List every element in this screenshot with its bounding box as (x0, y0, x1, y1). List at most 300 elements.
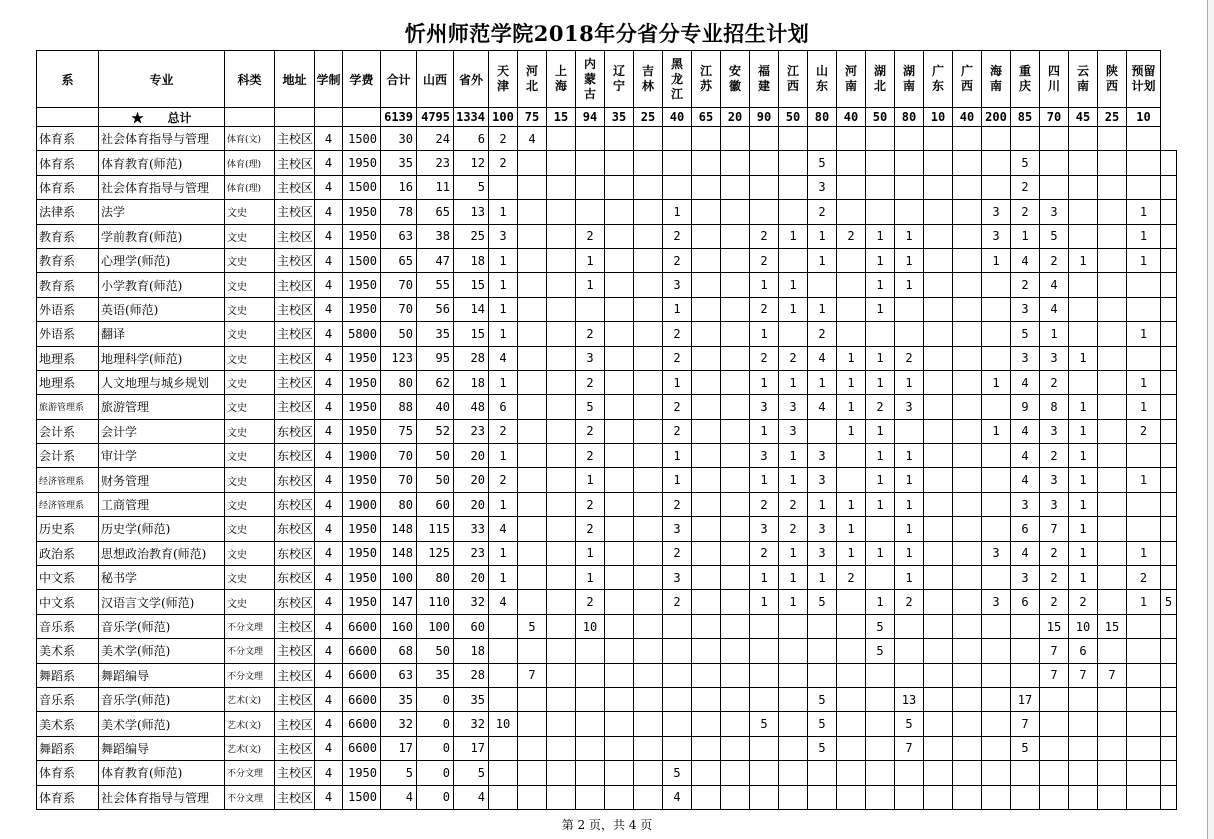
province-quota-cell: 4 (489, 590, 518, 614)
province-quota-cell (634, 639, 663, 663)
province-quota-cell: 1 (1127, 590, 1161, 614)
table-row (37, 639, 1177, 663)
table-row (37, 395, 1177, 419)
amount-cell: 100 (381, 566, 417, 590)
province-quota-cell (547, 639, 576, 663)
province-quota-cell (692, 492, 721, 516)
province-quota-cell (634, 687, 663, 711)
campus-cell: 主校区 (275, 248, 315, 272)
province-quota-cell (518, 395, 547, 419)
province-quota-cell: 1 (866, 419, 895, 443)
province-quota-cell (1040, 712, 1069, 736)
column-header: 科类 (225, 51, 275, 108)
province-quota-cell: 2 (779, 517, 808, 541)
province-quota-cell: 5 (750, 712, 779, 736)
amount-cell: 147 (381, 590, 417, 614)
province-quota-cell: 1 (1127, 200, 1161, 224)
column-header: 合计 (381, 51, 417, 108)
province-quota-cell (953, 370, 982, 394)
province-quota-cell (1161, 687, 1177, 711)
province-quota-cell: 2 (750, 224, 779, 248)
province-quota-cell (924, 444, 953, 468)
total-label: ★ 总计 (99, 108, 225, 127)
province-quota-cell (518, 370, 547, 394)
province-quota-cell (721, 639, 750, 663)
province-quota-cell (779, 200, 808, 224)
province-quota-cell (692, 370, 721, 394)
province-quota-cell (605, 127, 634, 151)
province-quota-cell (808, 419, 837, 443)
province-quota-cell (518, 297, 547, 321)
column-header: 地址 (275, 51, 315, 108)
province-quota-cell: 1 (1069, 419, 1098, 443)
province-quota-cell: 4 (1040, 297, 1069, 321)
province-quota-cell: 1 (1069, 346, 1098, 370)
province-quota-cell: 2 (1011, 175, 1040, 199)
province-quota-cell: 5 (808, 687, 837, 711)
department-cell: 舞蹈系 (37, 736, 99, 760)
amount-cell: 65 (381, 248, 417, 272)
amount-cell: 25 (454, 224, 489, 248)
province-quota-cell (518, 346, 547, 370)
total-value: 40 (953, 108, 982, 127)
amount-cell: 35 (417, 663, 454, 687)
province-quota-cell (1011, 663, 1040, 687)
province-quota-cell (866, 712, 895, 736)
campus-cell: 东校区 (275, 566, 315, 590)
table-row (37, 200, 1177, 224)
total-value: 94 (576, 108, 605, 127)
province-quota-cell (489, 687, 518, 711)
major-cell: 学前教育(师范) (99, 224, 225, 248)
province-quota-cell (924, 151, 953, 175)
major-cell: 社会体育指导与管理 (99, 785, 225, 809)
total-value: 75 (518, 108, 547, 127)
page-footer: 第 2 页，共 4 页 (561, 818, 653, 832)
province-quota-cell: 1 (866, 297, 895, 321)
province-quota-cell: 4 (1011, 444, 1040, 468)
department-cell: 历史系 (37, 517, 99, 541)
province-header: 陕 西 (1098, 51, 1127, 108)
province-quota-cell: 1 (808, 224, 837, 248)
category-cell: 不分文理 (225, 639, 275, 663)
amount-cell: 38 (417, 224, 454, 248)
province-quota-cell (982, 297, 1011, 321)
province-quota-cell (1069, 736, 1098, 760)
major-cell: 小学教育(师范) (99, 273, 225, 297)
amount-cell: 1500 (343, 785, 381, 809)
province-quota-cell (518, 444, 547, 468)
province-quota-cell: 1 (1040, 322, 1069, 346)
province-quota-cell (924, 712, 953, 736)
province-quota-cell (634, 248, 663, 272)
province-quota-cell (1161, 712, 1177, 736)
department-cell: 地理系 (37, 346, 99, 370)
province-quota-cell (721, 468, 750, 492)
province-quota-cell: 2 (1040, 590, 1069, 614)
province-quota-cell (1098, 492, 1127, 516)
table-row (37, 492, 1177, 516)
major-cell: 地理科学(师范) (99, 346, 225, 370)
province-quota-cell (576, 200, 605, 224)
table-row (37, 566, 1177, 590)
amount-cell: 123 (381, 346, 417, 370)
province-quota-cell (1098, 273, 1127, 297)
province-quota-cell (721, 370, 750, 394)
province-quota-cell (721, 566, 750, 590)
province-quota-cell: 4 (1011, 541, 1040, 565)
province-quota-cell (721, 541, 750, 565)
province-quota-cell: 2 (489, 419, 518, 443)
province-quota-cell: 2 (663, 322, 692, 346)
province-quota-cell: 2 (750, 492, 779, 516)
province-quota-cell (634, 127, 663, 151)
province-quota-cell: 3 (750, 395, 779, 419)
province-quota-cell (750, 785, 779, 809)
province-header: 天 津 (489, 51, 518, 108)
province-quota-cell (953, 590, 982, 614)
province-quota-cell (489, 663, 518, 687)
total-value: 4795 (417, 108, 454, 127)
province-quota-cell (953, 273, 982, 297)
major-cell: 汉语言文学(师范) (99, 590, 225, 614)
province-quota-cell (1040, 736, 1069, 760)
province-quota-cell (605, 761, 634, 785)
province-quota-cell (750, 736, 779, 760)
province-quota-cell (1127, 517, 1161, 541)
province-quota-cell (982, 614, 1011, 638)
province-quota-cell (721, 395, 750, 419)
province-quota-cell (953, 224, 982, 248)
province-quota-cell: 1 (837, 517, 866, 541)
province-quota-cell (518, 517, 547, 541)
amount-cell: 18 (454, 248, 489, 272)
amount-cell: 16 (381, 175, 417, 199)
header-row (37, 51, 1177, 108)
province-quota-cell (576, 297, 605, 321)
province-quota-cell (721, 712, 750, 736)
major-cell: 音乐学(师范) (99, 687, 225, 711)
department-cell: 音乐系 (37, 687, 99, 711)
province-quota-cell (866, 175, 895, 199)
duration-cell: 4 (315, 590, 343, 614)
province-quota-cell (605, 297, 634, 321)
province-quota-cell (837, 444, 866, 468)
amount-cell: 78 (381, 200, 417, 224)
province-quota-cell: 1 (576, 541, 605, 565)
province-quota-cell (721, 224, 750, 248)
province-quota-cell: 4 (1011, 248, 1040, 272)
province-quota-cell (721, 419, 750, 443)
major-cell: 英语(师范) (99, 297, 225, 321)
amount-cell: 32 (454, 712, 489, 736)
department-cell: 中文系 (37, 590, 99, 614)
province-header: 四 川 (1040, 51, 1069, 108)
province-quota-cell (982, 468, 1011, 492)
amount-cell: 1950 (343, 200, 381, 224)
province-quota-cell (982, 639, 1011, 663)
province-quota-cell: 1 (1127, 395, 1161, 419)
province-quota-cell (547, 590, 576, 614)
category-cell: 文史 (225, 200, 275, 224)
province-quota-cell (924, 395, 953, 419)
amount-cell: 6600 (343, 639, 381, 663)
province-quota-cell (924, 663, 953, 687)
province-quota-cell: 2 (895, 590, 924, 614)
category-cell: 艺术(文) (225, 712, 275, 736)
province-quota-cell (1127, 151, 1161, 175)
province-quota-cell (953, 395, 982, 419)
province-quota-cell (982, 712, 1011, 736)
province-quota-cell (692, 590, 721, 614)
province-quota-cell: 3 (750, 444, 779, 468)
province-quota-cell: 1 (489, 492, 518, 516)
major-cell: 翻译 (99, 322, 225, 346)
province-quota-cell (547, 419, 576, 443)
amount-cell: 5 (454, 761, 489, 785)
province-quota-cell (518, 175, 547, 199)
amount-cell: 1950 (343, 273, 381, 297)
total-value: 40 (663, 108, 692, 127)
province-quota-cell (837, 639, 866, 663)
province-quota-cell: 1 (866, 224, 895, 248)
province-quota-cell (1127, 712, 1161, 736)
amount-cell: 20 (454, 492, 489, 516)
column-header: 山西 (417, 51, 454, 108)
campus-cell: 主校区 (275, 736, 315, 760)
province-quota-cell (982, 175, 1011, 199)
province-quota-cell: 1 (779, 370, 808, 394)
province-quota-cell (924, 468, 953, 492)
province-quota-cell: 3 (1011, 566, 1040, 590)
province-quota-cell (634, 468, 663, 492)
province-quota-cell (692, 663, 721, 687)
province-quota-cell: 3 (576, 346, 605, 370)
province-quota-cell (953, 541, 982, 565)
province-quota-cell (721, 785, 750, 809)
enrollment-plan-table (36, 50, 1177, 810)
total-value: 15 (547, 108, 576, 127)
duration-cell: 4 (315, 517, 343, 541)
province-quota-cell (866, 663, 895, 687)
category-cell: 文史 (225, 297, 275, 321)
department-cell: 旅游管理系 (37, 395, 99, 419)
province-quota-cell (663, 663, 692, 687)
province-quota-cell (605, 517, 634, 541)
province-quota-cell (518, 248, 547, 272)
major-cell: 工商管理 (99, 492, 225, 516)
category-cell: 文史 (225, 224, 275, 248)
page-title: 忻州师范学院2018年分省分专业招生计划 (404, 21, 810, 46)
province-quota-cell (837, 663, 866, 687)
province-quota-cell (1161, 151, 1177, 175)
province-quota-cell: 3 (1040, 346, 1069, 370)
province-quota-cell (1161, 468, 1177, 492)
province-quota-cell (605, 419, 634, 443)
table-row (37, 297, 1177, 321)
province-quota-cell (576, 663, 605, 687)
province-quota-cell (779, 322, 808, 346)
province-quota-cell: 1 (982, 248, 1011, 272)
table-row (37, 541, 1177, 565)
total-value: 80 (808, 108, 837, 127)
table-row (37, 785, 1177, 809)
province-quota-cell (779, 785, 808, 809)
province-header: 湖 南 (895, 51, 924, 108)
province-quota-cell: 5 (663, 761, 692, 785)
province-quota-cell (1069, 322, 1098, 346)
province-quota-cell: 1 (837, 541, 866, 565)
province-quota-cell: 2 (663, 248, 692, 272)
province-quota-cell (692, 297, 721, 321)
province-quota-cell: 1 (663, 468, 692, 492)
province-quota-cell: 1 (837, 346, 866, 370)
province-quota-cell (924, 248, 953, 272)
province-quota-cell (605, 175, 634, 199)
category-cell: 文史 (225, 395, 275, 419)
table-row (37, 517, 1177, 541)
province-quota-cell (924, 785, 953, 809)
province-quota-cell (895, 322, 924, 346)
province-quota-cell (1127, 492, 1161, 516)
province-quota-cell (837, 712, 866, 736)
province-quota-cell (547, 370, 576, 394)
province-quota-cell: 2 (1040, 541, 1069, 565)
province-quota-cell (953, 687, 982, 711)
amount-cell: 70 (381, 273, 417, 297)
province-quota-cell (547, 736, 576, 760)
province-quota-cell (692, 785, 721, 809)
province-quota-cell (1098, 736, 1127, 760)
province-quota-cell: 3 (982, 224, 1011, 248)
category-cell: 文史 (225, 541, 275, 565)
province-quota-cell: 3 (663, 517, 692, 541)
province-quota-cell: 9 (1011, 395, 1040, 419)
province-header: 海 南 (982, 51, 1011, 108)
province-quota-cell (1127, 346, 1161, 370)
province-quota-cell (1098, 346, 1127, 370)
table-row (37, 736, 1177, 760)
province-quota-cell (576, 761, 605, 785)
province-quota-cell: 1 (489, 248, 518, 272)
amount-cell: 100 (417, 614, 454, 638)
department-cell: 经济管理系 (37, 468, 99, 492)
province-quota-cell: 1 (895, 517, 924, 541)
province-quota-cell (982, 444, 1011, 468)
province-quota-cell: 1 (779, 566, 808, 590)
province-quota-cell (924, 761, 953, 785)
campus-cell: 主校区 (275, 687, 315, 711)
province-quota-cell: 2 (489, 151, 518, 175)
province-quota-cell (576, 687, 605, 711)
province-quota-cell: 7 (1098, 663, 1127, 687)
amount-cell: 75 (381, 419, 417, 443)
province-quota-cell (721, 151, 750, 175)
total-row-blank (225, 108, 275, 127)
province-quota-cell (837, 322, 866, 346)
province-quota-cell (634, 785, 663, 809)
campus-cell: 主校区 (275, 370, 315, 394)
province-quota-cell (692, 639, 721, 663)
province-quota-cell: 1 (1069, 541, 1098, 565)
amount-cell: 70 (381, 468, 417, 492)
amount-cell: 6600 (343, 614, 381, 638)
province-quota-cell: 6 (1011, 590, 1040, 614)
total-row-blank (343, 108, 381, 127)
province-quota-cell: 1 (489, 541, 518, 565)
province-quota-cell (1098, 687, 1127, 711)
province-quota-cell (1011, 639, 1040, 663)
province-quota-cell (721, 127, 750, 151)
amount-cell: 48 (454, 395, 489, 419)
province-quota-cell (518, 761, 547, 785)
amount-cell: 1950 (343, 541, 381, 565)
province-quota-cell (547, 712, 576, 736)
duration-cell: 4 (315, 639, 343, 663)
province-quota-cell: 2 (663, 492, 692, 516)
province-header: 重 庆 (1011, 51, 1040, 108)
province-quota-cell (924, 687, 953, 711)
province-quota-cell (1040, 151, 1069, 175)
category-cell: 文史 (225, 248, 275, 272)
total-value: 40 (837, 108, 866, 127)
amount-cell: 23 (454, 419, 489, 443)
province-quota-cell: 1 (895, 224, 924, 248)
province-quota-cell (750, 151, 779, 175)
category-cell: 体育(理) (225, 175, 275, 199)
province-quota-cell (634, 346, 663, 370)
major-cell: 心理学(师范) (99, 248, 225, 272)
duration-cell: 4 (315, 468, 343, 492)
province-quota-cell (924, 736, 953, 760)
province-quota-cell (779, 614, 808, 638)
province-quota-cell (895, 614, 924, 638)
province-quota-cell (1127, 639, 1161, 663)
province-quota-cell (547, 517, 576, 541)
province-quota-cell (1069, 712, 1098, 736)
province-quota-cell (953, 639, 982, 663)
province-quota-cell (1098, 297, 1127, 321)
province-quota-cell (634, 492, 663, 516)
province-quota-cell: 2 (576, 444, 605, 468)
province-quota-cell (489, 614, 518, 638)
province-quota-cell (721, 687, 750, 711)
amount-cell: 160 (381, 614, 417, 638)
province-quota-cell: 1 (895, 370, 924, 394)
province-quota-cell (1161, 175, 1177, 199)
province-quota-cell (837, 175, 866, 199)
province-quota-cell (982, 517, 1011, 541)
province-quota-cell: 3 (808, 517, 837, 541)
major-cell: 社会体育指导与管理 (99, 127, 225, 151)
province-quota-cell (750, 639, 779, 663)
province-quota-cell: 10 (576, 614, 605, 638)
province-quota-cell (895, 175, 924, 199)
province-quota-cell (953, 492, 982, 516)
province-quota-cell: 2 (1040, 370, 1069, 394)
province-quota-cell (837, 273, 866, 297)
province-quota-cell: 5 (808, 712, 837, 736)
province-quota-cell (576, 151, 605, 175)
province-quota-cell (605, 687, 634, 711)
duration-cell: 4 (315, 248, 343, 272)
province-quota-cell (1161, 224, 1177, 248)
amount-cell: 50 (417, 468, 454, 492)
province-quota-cell (663, 614, 692, 638)
province-quota-cell (895, 419, 924, 443)
province-header: 湖 北 (866, 51, 895, 108)
amount-cell: 35 (381, 687, 417, 711)
